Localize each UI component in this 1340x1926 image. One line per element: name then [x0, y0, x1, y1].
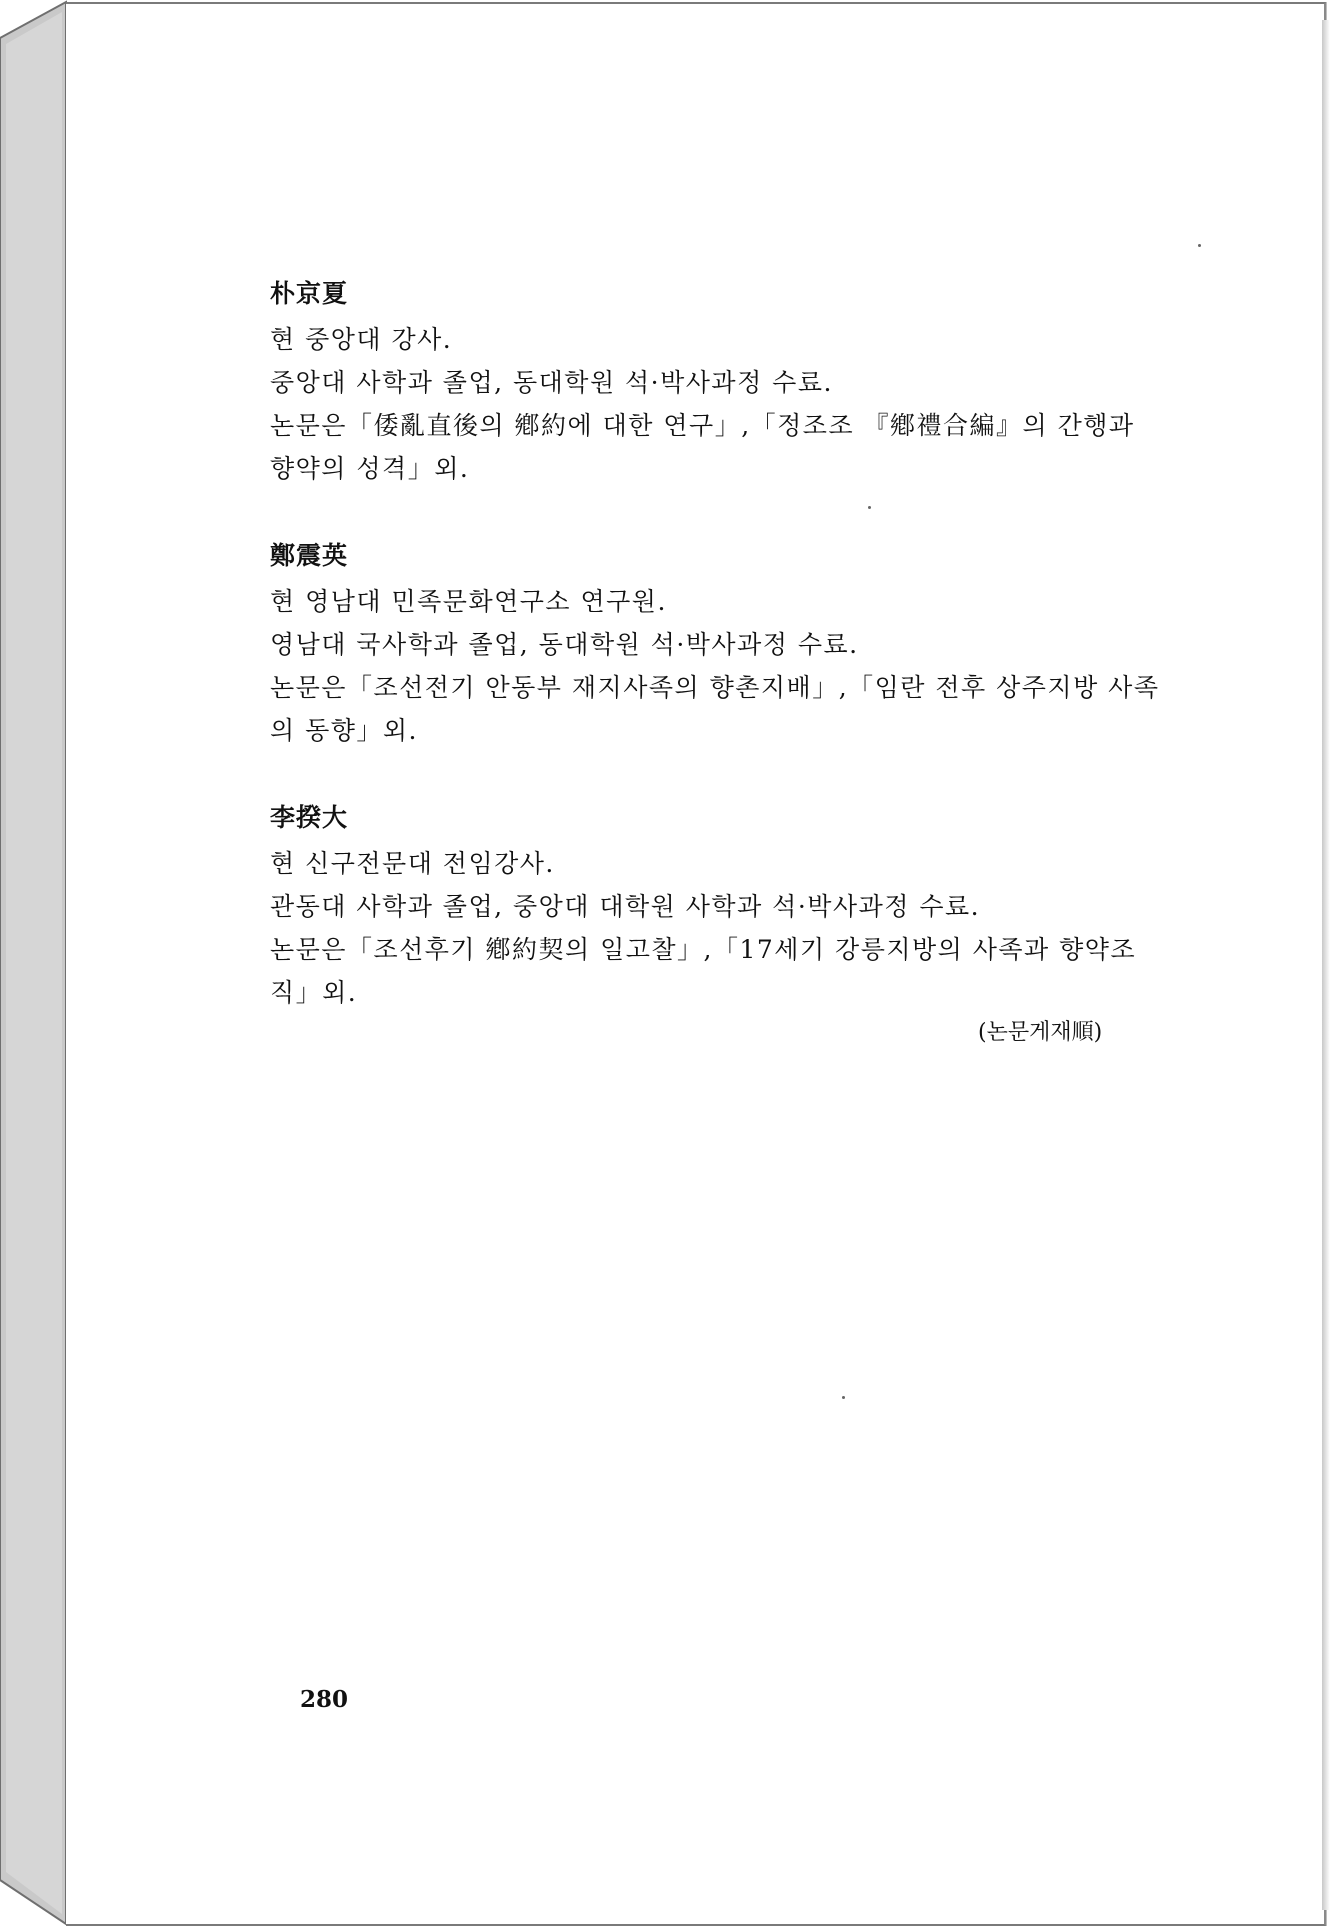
author-education: 관동대 사학과 졸업, 중앙대 대학원 사학과 석·박사과정 수료.	[270, 892, 981, 921]
author-name: 李揆大	[270, 803, 349, 832]
author-position: 현 중앙대 강사.	[270, 325, 453, 354]
author-position: 현 신구전문대 전임강사.	[270, 849, 555, 878]
author-papers: 논문은「조선후기 鄕約契의 일고찰」,「17세기 강릉지방의 사족과 향약조직」외.	[270, 935, 1137, 1007]
author-position: 현 영남대 민족문화연구소 연구원.	[270, 587, 667, 616]
author-entry-1	[270, 278, 1160, 490]
page-speck	[868, 506, 871, 509]
author-name: 朴京夏	[270, 279, 349, 308]
author-list	[270, 278, 1160, 1064]
page-edge-shadow	[1322, 20, 1330, 1910]
author-papers: 논문은「倭亂直後의 鄕約에 대한 연구」,「정조조 『鄕禮合編』의 간행과 향약의 성격」외.	[270, 411, 1135, 483]
author-entry-3	[270, 802, 1160, 1014]
order-note: (논문게재順)	[978, 1020, 1103, 1045]
author-papers: 논문은「조선전기 안동부 재지사족의 향촌지배」,「임란 전후 상주지방 사족의 동향」외.	[270, 673, 1160, 745]
author-education: 중앙대 사학과 졸업, 동대학원 석·박사과정 수료.	[270, 368, 833, 397]
author-education: 영남대 국사학과 졸업, 동대학원 석·박사과정 수료.	[270, 630, 859, 659]
author-name: 鄭震英	[270, 541, 349, 570]
page-speck	[1198, 244, 1201, 247]
page-number: 280	[300, 1686, 349, 1713]
page-speck	[842, 1396, 845, 1399]
author-entry-2	[270, 540, 1160, 752]
